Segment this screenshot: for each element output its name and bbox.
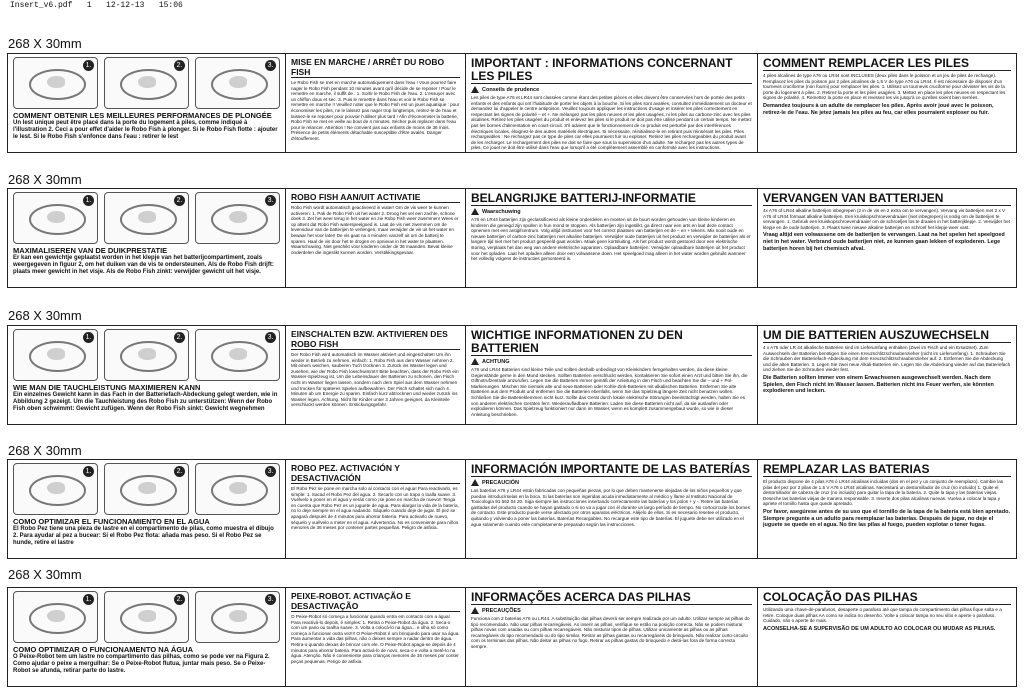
step-illustration <box>104 192 189 244</box>
step-illustration <box>195 192 280 244</box>
step-illustration <box>13 329 98 381</box>
dive-title: WIE MAN DIE TAUCHLEISTUNG MAXIMIEREN KANN <box>13 383 201 392</box>
step-number: 2. <box>174 332 185 343</box>
size-label: 268 X 30mm <box>8 172 82 187</box>
size-label: 268 X 30mm <box>8 443 82 458</box>
dive-title: COMMENT OBTENIR LES MEILLEURES PERFORMANCES DE PLONGÉE <box>13 111 272 120</box>
dive-title: COMO OPTIMIZAR O FUNCIONAMENTO NA ÁGUA <box>13 645 193 654</box>
warning-triangle-icon <box>471 479 479 486</box>
step-illustration <box>104 591 189 643</box>
activation-column <box>286 460 466 558</box>
step-illustration <box>104 329 189 381</box>
step-number: 1. <box>83 466 94 477</box>
step-number: 3. <box>265 60 276 71</box>
battery-info-column <box>466 460 758 558</box>
fish-illustration <box>47 211 65 223</box>
activation-text: Robo Fish wordt automatisch geactiveerd in water! Om de vis weer te kunnen activeren: 1. Pak de Robo Fish uit het water 2. Droog het vel een zachte, schone doek 3. Zet het weer terug in het water en zie Robo Fish weer zwemmen! Wees er op attent dat Robo Fish waterspeelgoed is. Laat de vis niet zwemmen om de levensduur van de batterijen te verlengen, maar verwijder de vis uit het water en bewaar het voor later! De vis gaat na 4 minuten vanzelf uit om de batterij te sparen. Haal de vis door het te drogen en opnieuw in het water te plaatsen. Waarschuwing. Niet geschikt voor kinderen onder de 36 maanden. Bevat kleine onderdelen die ingeslikt kunnen worden. Verstikkingsgevaar. <box>291 205 459 255</box>
warning-heading <box>471 358 752 365</box>
step-number: 3. <box>265 466 276 477</box>
step-number: 3. <box>265 332 276 343</box>
battery-info-column <box>466 189 758 287</box>
activation-text: O Peixe-Robot só começa a funcionar quando entra em contacto com a água! Para reactivá-lo depois, é simples: 1. Retira o Peixe-Robot da água. 2. Seca-o com um pano ou toalha suave. 3. Volta a colocá-lo na água... e olha só como começa a funcionar outra vez!!! O Peixe-Robot é um brinquedo para usar na água. Para aumentar a vida das pilhas, não o deixes sempre a nadar dentro de água. Retira-o quando deixas de brincar com ele. O Peixe-Robot apaga-se depois de 4 minutos para ahorrar bateria. Para activá-lo de novo, seca-o e volta a metê-lo na água. Atenção. Não é conveniente para crianças menores de 36 meses por conter peças pequenas. Perigo de asfixia. <box>291 614 460 664</box>
battery-replace-text: 4 piles alcalines de type A76 ou LR44 sont INCLUSES (deux piles dans le poisson et un jeu de piles de rechange). Remplacez les piles du poisson par 2 piles alcalines de 1,5 V de type A76 ou LR44. Il est nécessaire de disposer d'un tournevis cruciforme (non fourni) pour remplacer les piles. 1. Utilisez un tournevis cruciforme pour dévisser les vis de la porte du logement à piles. 2. Retirez la porte et les piles usagées. 3. Mettez en place les piles neuves en respectant les signes de polarité. 4. Remettez la porte en place et revissez les vis jusqu'à ce qu'elles soient bien serrées. <box>763 73 1006 101</box>
fish-illustration <box>229 348 247 360</box>
battery-replace-column <box>758 54 1016 152</box>
step-number: 1. <box>83 60 94 71</box>
step-number: 1. <box>83 332 94 343</box>
activation-title: MISE EN MARCHE / ARRÊT DU ROBO FISH <box>291 57 460 78</box>
size-label: 268 X 30mm <box>8 567 82 582</box>
dive-text: Er kan een gewichtje geplaatst worden in het klepje van het batterijcompartiment, zoals weergegeven in figuur 2, om het duiken van de vis te ondersteunen. Als de Robo Fish drijft: plaats meer gewicht in het visje. Als de Robo Fish zinkt: verwijder gewicht uit het visje. <box>13 255 274 275</box>
fish-illustration <box>47 348 65 360</box>
activation-title: ROBO PEZ. ACTIVACIÓN Y DESACTIVACIÓN <box>291 463 460 484</box>
activation-title: EINSCHALTEN BZW. AKTIVIEREN DES ROBO FISH <box>291 329 460 350</box>
battery-replace-text: 4 x A76 oder LR 44 alkalische Batterien sind im Lieferumfang enthalten (Zwei im Fisch und ein Ersatzset). Zum Auswechseln der Batterien benötigen Sie einen Kreuzschlitzschraubenzieher (nicht im Lieferumfang). 1. Schrauben Sie die Schrauben der Batteriefach-Abdeckung mit dem Kreuzschlitzschraubenzieher auf. 2. Entfernen Sie die Abdeckung und die alten Batterien. 3. Legen Sie zwei neue Alkali-Batterien ein. Legen Sie die Abdeckung wieder auf das Batteriefach und ziehen Sie die Schrauben wieder fest. <box>763 345 1011 373</box>
battery-info-title: WICHTIGE INFORMATIONEN ZU DEN BATTERIEN <box>471 329 752 356</box>
fish-illustration <box>138 348 156 360</box>
fish-illustration <box>47 76 65 88</box>
fish-illustration <box>47 610 65 622</box>
battery-replace-column <box>758 460 1016 558</box>
step-number: 3. <box>265 195 276 206</box>
warning-label: PRECAUÇÕES <box>482 607 521 614</box>
battery-info-column <box>466 54 758 152</box>
activation-title: PEIXE-ROBOT. ACTIVAÇÃO E DESACTIVAÇÃO <box>291 591 460 612</box>
step-illustration <box>104 57 189 109</box>
battery-info-title: INFORMAÇÕES ACERCA DAS PILHAS <box>471 591 752 605</box>
activation-title: ROBO FISH AAN/UIT ACTIVATIE <box>291 192 460 203</box>
step-illustrations <box>13 329 280 381</box>
fish-illustration <box>229 211 247 223</box>
battery-info-text: Las baterías A76 y LR44 están fabricadas con pequeñas piezas, por lo que deben mantenerse alejadas de los niños pequeños y que puedan introducírselas en la boca. Si las baterías son ingeridas acuda inmediatamente al médico y llame al Instituto Nacional de Toxicología 91 562 04 20. Siga siempre las instrucciones insertando correctamente las baterías y los polos + y -. Retire las baterías gastadas del producto cuando se hayan gastado o si no va a jugar con él durante un largo período de tiempo. No cortocircuite los bornes de contacto. Este producto puede verse afectado por otros aparatos eléctricos. Aléjelo de ellos. Si es necesario resetee el producto, quitando y volviendo a poner las baterías. Baterías Recargables. No recargue este tipo de baterías. El juguete debe ser utilizado en el agua solamente cuando este completamente preparado según las instrucciones. <box>471 488 750 527</box>
battery-replace-column <box>758 588 1016 686</box>
dive-column <box>8 189 286 287</box>
battery-info-column <box>466 588 758 686</box>
warning-heading <box>471 208 752 215</box>
battery-replace-warning: Por favor, asegúrese antes de su uso que el tornillo de la tapa de la batería está bien apretado. Siempre pregunte a un adulto para reemplazar las baterías. Después de jugar, no deje el juguete se quede en el agua. No tire las pilas al fuego, pueden explotar o tener fugas. <box>763 508 1010 529</box>
fish-illustration <box>229 610 247 622</box>
step-number: 1. <box>83 195 94 206</box>
battery-replace-title: COLOCAÇÃO DAS PILHAS <box>763 591 1011 605</box>
battery-replace-title: VERVANGEN VAN BATTERIJEN <box>763 192 1011 206</box>
file-header: Insert_v6.pdf 1 12-12-13 15:06 <box>10 1 183 10</box>
size-label: 268 X 30mm <box>8 308 82 323</box>
battery-info-title: INFORMACIÓN IMPORTANTE DE LAS BATERÍAS <box>471 463 752 477</box>
dive-column <box>8 460 286 558</box>
step-illustration <box>195 329 280 381</box>
instruction-strip-nl <box>7 188 1017 288</box>
battery-replace-column <box>758 189 1016 287</box>
battery-replace-warning: Die Batterien sollten immer von einem Erwachsenen ausgewechselt werden. Nach dem Spielen, den Fisch nicht im Wasser lassen. Batterien nicht ins Feuer werfen, sie könnten explodieren und lecken. <box>763 374 994 395</box>
dive-text: Un lest unique peut être placé dans la porte du logement à piles, comme indiqué à l'illustration 2. Ceci a pour effet d'aider le Robo Fish à plonger. Si le Robo Fish flotte : ajouter le lest. Si le Robo Fish s'enfonce dans l'eau : retirer le lest <box>13 120 278 140</box>
instruction-strip-es <box>7 459 1017 559</box>
dive-text: El Robo Pez tiene una pieza de lastre en el compartimento de pilas, como muestra el dibujo 2. Para ayudar al pez a bucear: Si el Robo Pez flota: añada mas peso. Si el Robo Pez se hunde, retire el lastre <box>13 526 274 546</box>
step-illustration <box>195 57 280 109</box>
battery-info-title: BELANGRIJKE BATTERIJ-INFORMATIE <box>471 192 752 206</box>
fish-illustration <box>138 211 156 223</box>
warning-label: Conseils de prudence <box>482 86 540 93</box>
battery-info-column <box>466 326 758 424</box>
battery-replace-title: UM DIE BATTERIEN AUSZUWECHSELN <box>763 329 1011 343</box>
step-number: 2. <box>174 195 185 206</box>
warning-label: PRECAUCIÓN <box>482 479 519 486</box>
dive-text: Ein einzelnes Gewicht kann in das Fach in der Batteriefach-Abdeckung gelegt werden, wie in Abbildung 2 gezeigt. Um die Tauchleistung des Robo Fish zu unterstützen: Wenn der Robo Fish oben schwimmt: Gewicht zufügen. Wenn der Robo Fish sinkt: Gewicht wegnehmen <box>13 392 278 412</box>
fish-illustration <box>138 76 156 88</box>
step-illustrations <box>13 591 280 643</box>
instruction-strip-fr <box>7 53 1017 153</box>
battery-replace-warning: Vraag altijd een volwassene om de batterijen te vervangen. Laat na het spelen het speelgoed niet in het water. Verbrand oude batterijen niet, ze kunnen gaan lekken of exploderen. Lege batterijen horen bij het chemisch afval. <box>763 232 1005 252</box>
step-number: 2. <box>174 466 185 477</box>
step-illustration <box>195 591 280 643</box>
activation-text: Der Robo Fish wird automatisch im Wasser aktiviert und eingeschaltet! Um ihn wieder in Betrieb zu nehmen, einfach: 1. Robo Fish aus dem Wasser nehmen 2. Mit einem weichen, sauberen Tuch trocknen 3. Zurück ins Wasser legen und zusehen, wie der Robo Fish losschwimmt!! Bitte beachten, dass der Robo Fish ein Wasser-Spielzeug ist. Um die Lebensdauer der Batterien zu schonen, den Fisch nicht im Wasser liegen lassen, sondern nach dem Spiel aus dem Wasser nehmen und trocken für späteres Spielen aufbewahren. Der Fisch schaltet sich nach 4 Minuten ab um Energie zu sparen. Einfach kurz abtrocknen und wieder zurück ins Wasser legen. Achtung. Nicht für Kinder unter 3 Jahren geeignet, da Kleinteile verschluckt werden können. Erstickungsgefahr. <box>291 352 459 408</box>
step-illustrations <box>13 463 280 515</box>
activation-column <box>286 54 466 152</box>
fish-illustration <box>47 482 65 494</box>
fish-illustration <box>229 482 247 494</box>
activation-text: Le Robo Fish se met en marche automatiquement dans l'eau ! Vous pourrez faire nager le Robo Fish pendant 10 minutes avant qu'il décide de se reposer ! Pour le remettre en marche, il suffit de : 1. Sortir le Robo Fish de l'eau. 2. L'essuyer avec un chiffon doux et sec. 3. Puis le remettre dans l'eau et voir le Robo Fish se remettre en marche !! Veuillez noter que le Robo Fish est un jouet aquatique : pour économiser les piles, ne le laissez pas nager trop longtemps, retirez-le de l'eau et laissez-le se reposer pour pouvoir l'utiliser plus tard ! Afin d'économiser la batterie, Robo Fish se met en veille au bout de 4 minutes. Sécher puis replacer dans l'eau pour le relancer. Attention ! Ne convient pas aux enfants de moins de 36 mois. Présence de petits éléments détachable susceptible d'être avalés. Danger d'étouffement. <box>291 80 460 141</box>
instruction-strip-pt <box>7 587 1017 687</box>
step-illustrations <box>13 192 280 244</box>
warning-label: ACHTUNG <box>482 358 510 365</box>
size-label: 268 X 30mm <box>8 36 82 51</box>
dive-column <box>8 588 286 686</box>
step-illustrations <box>13 57 280 109</box>
step-number: 2. <box>174 60 185 71</box>
battery-info-title: IMPORTANT : INFORMATIONS CONCERNANT LES PILES <box>471 57 752 84</box>
activation-column <box>286 189 466 287</box>
activation-text: El Robo Pez se pone en marcha solo al contacto con el agua! Para reactivarlo, es simple: 1. Sacad el Robo Pez del agua. 2. Secarlo con un trapo o toalla suave. 3. Vuélvelo a poner en el agua y verás como ¡se pone en marcha de nuevo!! Tenga en cuenta que Robo Pez es un juguete de agua. Para alargar la vida de la batería, no lo deje siempre en el agua nadando. Sáquelo cuando deje de jugar. El pez se apagará después de 4 minutos para ahorrar batería. Para activarlo de nuevo, séquelo y vuélvelo a meter en el agua. Advertencia. No es conveniente para niños menores de 36 meses por contener partes pequeñas. Peligro de asfixia. <box>291 486 459 531</box>
step-illustration <box>13 591 98 643</box>
instruction-strip-de <box>7 325 1017 425</box>
step-illustration <box>13 192 98 244</box>
activation-column <box>286 326 466 424</box>
battery-replace-text: El producto dispone de 4 pilas A76 ó LR44 alcalinas incluidas (dos en el pez y un conjunto de reemplazo). Cambie las pilas del pez por 2 pilas de 1.5 V A76 o LR44 alcalinas. Necesitará un destornillador de cruz (no incluido) 1. Quite el destornillador de cabeza de cruz (no incluido) para quitar la tapa de la batería. 2. Quite la tapa y las baterías viejas. Deseche las baterías viejas de manera responsable. 3. Inserte dos pilas alcalinas nuevas. Vuelva a colocar la tapa y apriete el tornillo hasta que quede apretado. <box>763 479 1004 507</box>
battery-replace-title: COMMENT REMPLACER LES PILES <box>763 57 1011 71</box>
warning-triangle-icon <box>471 208 479 215</box>
activation-column <box>286 588 466 686</box>
fish-illustration <box>138 482 156 494</box>
battery-replace-warning: ACONSELHA-SE A SUPERVISÃO DE UM ADULTO AO COLOCAR OU MUDAR AS PILHAS. <box>763 625 996 632</box>
step-illustration <box>104 463 189 515</box>
step-illustration <box>13 463 98 515</box>
fish-illustration <box>229 76 247 88</box>
warning-label: Waarschuwing <box>482 208 521 215</box>
warning-heading <box>471 86 752 93</box>
battery-info-text: A76 und LR44 Batterien sind kleine Teile und sollten deshalb unbedingt von Kleinkindern ferngehalten werden, da diese kleine Gegenstände gerne in den Mund stecken. Sollten Batterien verschluckt werden, kontaktieren Sie sofort einen Arzt und bitten Sie ihn, die Giftnotrufzentrale anzurufen. Legen Sie die Batterien immer gemäß der Anleitung in den Fisch und beachten Sie die – und + Pol-Markierungen. Mischen Sie niemals alte und neue Batterien oder Kohle-Zink-Batterien mit alkalischen Batterien. Entfernen Sie alte Batterien aus dem Produkt und entfernen Sie die Batterien ebenfalls, wenn Sie das Spielzeug längere Zeit nicht benutzen wollen. Schließen Sie die Batterieklemmen nicht kurz. Sollte das Gerät durch lokale elektrische Störungen beeinträchtigt werden, halten Sie es von anderen elektrischen Geräten fern. Wiederaufladbare Batterien: Laden Sie diese Batterien nicht auf, da sie auslaufen oder explodieren können. Das Spielzeug funktioniert nur dann im Wasser, wenn es komplett zusammengebaut wurde, so wie in dieser Anleitung beschrieben. <box>471 367 748 417</box>
dive-title: COMO OPTIMIZAR EL FUNCIONAMIENTO EN EL AGUA <box>13 517 210 526</box>
step-illustration <box>13 57 98 109</box>
battery-replace-title: REMPLAZAR LAS BATERIAS <box>763 463 1011 477</box>
battery-replace-column <box>758 326 1016 424</box>
warning-triangle-icon <box>471 358 479 365</box>
warning-triangle-icon <box>471 607 479 614</box>
step-illustration <box>195 463 280 515</box>
fish-illustration <box>138 610 156 622</box>
step-number: 3. <box>265 594 276 605</box>
dive-column <box>8 326 286 424</box>
battery-replace-text: Utilizando uma chave-de-parafusos, desaperte o parafuso até que tampa do compartimento das pilhas fique solta e a retire. Coloque duas pilhas AA como se indica no desenho. Volte a colocar tampa no seu sítio e aperte o parafuso. Cuidado, não o aperte de mais. <box>763 607 1002 624</box>
battery-replace-text: 4x A76 of LR44 alkaline batterijen inbegrepen (2 in de vis en 2 extra om te vervangen). Vervang vis batterijen met 2 x V A76 of LR44 formaat alkaline batterijen. Een kruiskopschroevendraaier (niet inbegrepen) is nodig om de batterijen te vervangen. 1. Gebruik een kruiskopschroevendraaier om de schroefjes los te draaien in het batterijklepje. 2. Verwijder het klepje en de oude batterijen. 3. Plaats twee nieuwe alkaline batterijen en schroef het klepje weer vast. <box>763 208 1010 230</box>
step-number: 1. <box>83 594 94 605</box>
dive-text: O Peixe-Robot tem um lastre no compartimento das pilhas, como se pode ver na Figura 2. Como ajudar o peixe a mergulhar: Se o Peixe-Robot flutua, juntar mais peso. Se o Peixe-Robot se afunda, retirar parte do lastre. <box>13 654 270 674</box>
battery-replace-warning: Demandez toujours à un adulte de remplacer les piles. Après avoir joué avec le poisson, retirez-le de l'eau. Ne jetez jamais les piles au feu, car elles pourraient exploser ou fuir. <box>763 102 994 116</box>
step-number: 2. <box>174 594 185 605</box>
battery-info-text: Funciona com 2 baterias A76 ou LR44. A substituição das pilhas deverá ser sempre realizada por um adulto. Utilizar sempre as pilhas do tipo recomendado. Não usar pilhas recarregáveis. Ao inserir as pilhas, verifique se estão na posição correcta. Não se podem misturar pilhas novas com usadas ou com pilhas recarregáveis. Não misturar tipos de pilhas. Utilizar unicamente as pilhas ou as pilhas recarregáveis do tipo recomendado ou do tipo similar. Retirar as pilhas gastas ou recarregáveis do brinquedo. Não realizar curto-circuito com os terminais das pilhas. Não deitar as pilhas no fogo. Retirar as pilhas gastas do brinquedo e deitá-las fora de forma correcta sempre. <box>471 616 750 649</box>
warning-heading <box>471 479 752 486</box>
dive-title: MAXIMALISEREN VAN DE DUIKPRESTATIE <box>13 246 168 255</box>
dive-column <box>8 54 286 152</box>
battery-info-text: A76 en LR44 batterijen zijn geclassificeerd als kleine onderdelen en moeten uit de buurt worden gehouden van kleine kinderen en kinderen die geneigd zijn spullen in hun mond te stoppen. Als batterijen zijn ingeslikt, ga direct naar een arts en laat deze contact opnemen met een antigifcentrum. Volg altijd instructies voor het correct plaatsen van batterijen en de – en + tekens. Mix nooit oude en nieuwe batterijen of carbon-zinc batterijen met alkaline batterijen. Verwijder oude batterijen uit het product en verwijder de batterijen als er langere tijd niet met het product gespeeld gaat worden. Maak geen kortsluiting. Als het product wordt gestoord door een elektrische storing, verplaats het dan weg van andere elektrische apparaten. Oplaadbare batterijen: Verwijder oplaadbare batterijen uit het product voor het opladen. Laat het opladen alleen door een volwassene doen. Het speelgoed mag alleen in het water worden gebruikt wanneer het volledig volgens de instructies gemonteerd is. <box>471 217 751 262</box>
warning-triangle-icon <box>471 86 479 93</box>
warning-heading <box>471 607 752 614</box>
battery-info-text: Les piles de type A76 et LR44 sont classées comme étant des petites pièces et elles doivent être conservées hors de portée des petits enfants et des enfants qui ont l'habitude de porter les objets à la bouche. Si les piles sont avalées, consultez immédiatement un docteur et demandez lui d'appeler le centre antipoison. Veuillez toujours appliquer les instructions d'usage et insérer les piles correctement en respectant les signes de polarité – et +. Ne mélangez pas les piles neuves et les piles usagées, ni les piles au carbone-zinc avec les piles alcalines. Retirez les piles usagées du produit et enlevez les piles si le produit ne doit pas être utilisé pendant un certain temps. Ne mettez pas les bornes d'alimentation en court-circuit. S'il advient que le fonctionnement de ce produit est perturbé par des interférences électriques locales, éloignez-le des autres matériels électriques. Si nécessaire, réinitialisez-le en retirant puis réinsérant les piles. Piles rechargeables : Ne rechargez pas ce type de piles car elles pourraient fuir ou exploser. Retirez les piles rechargeables du produit avant de les recharger. Le rechargement des piles ne doit se faire que sous la supervision d'un adulte. Ne rechargez pas les autres types de piles. Ce jouet ne doit être utilisé dans l'eau que lorsqu'il a été complètement assemblé en conformité avec les instructions. <box>471 95 752 151</box>
